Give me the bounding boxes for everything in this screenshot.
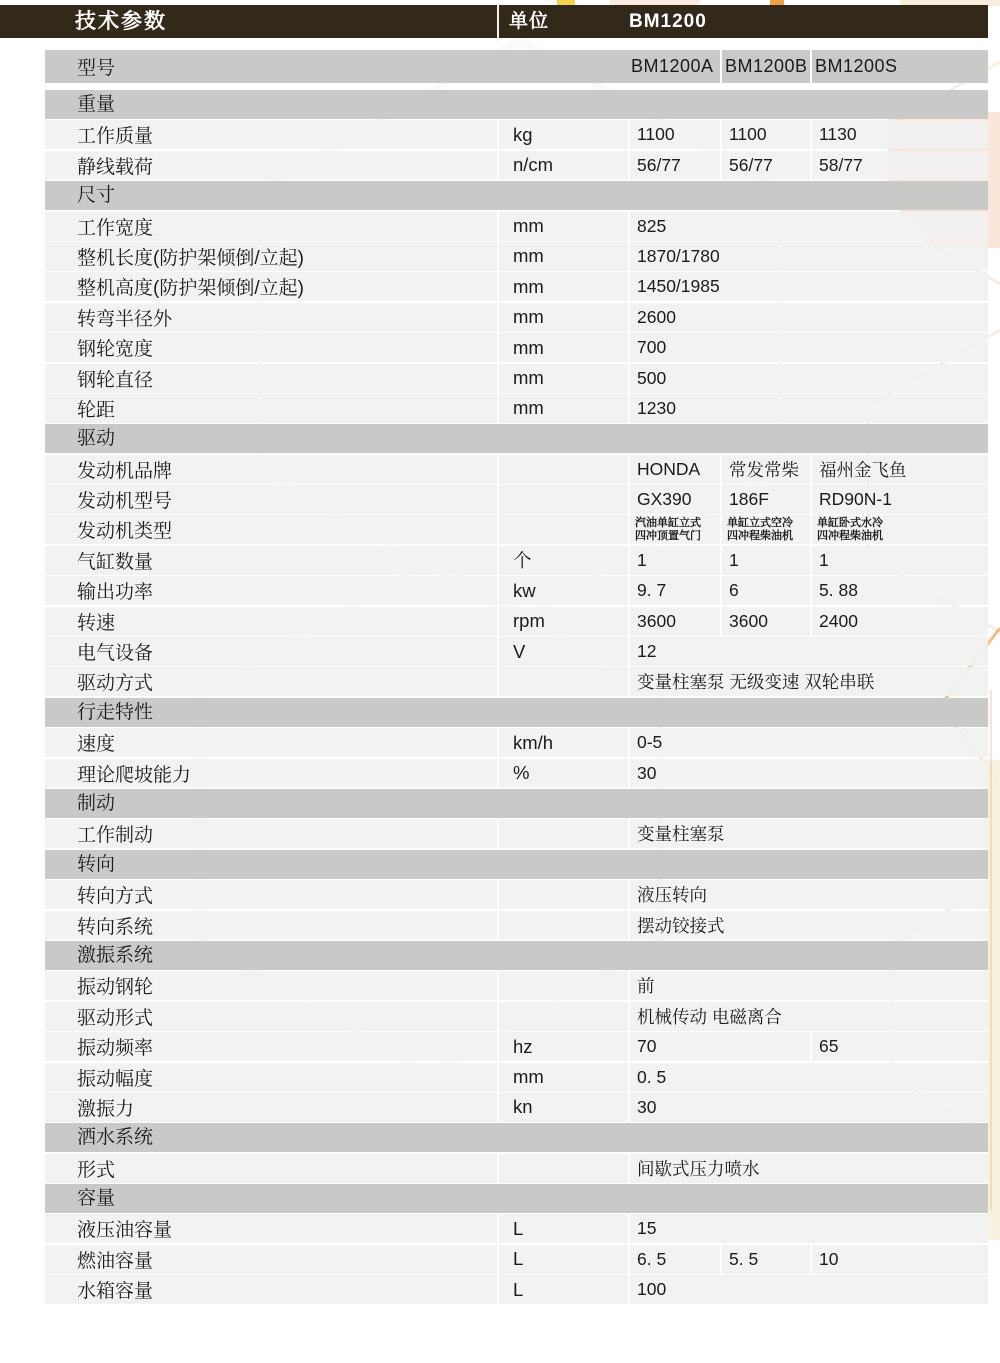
param-value: 100: [628, 1275, 988, 1304]
param-unit: km/h: [497, 728, 628, 757]
param-value-line: 四冲程柴油机: [727, 529, 793, 542]
header-divider: [497, 5, 499, 38]
header-title: 技术参数: [75, 10, 167, 33]
param-unit: [497, 1154, 628, 1183]
param-unit: 个: [497, 546, 628, 575]
spec-row: [45, 333, 988, 362]
param-name: 振动钢轮: [77, 977, 154, 999]
param-name: 输出功率: [77, 582, 154, 604]
param-value: 30: [628, 1093, 988, 1122]
param-value: 15: [628, 1214, 988, 1243]
spec-row: [45, 151, 988, 180]
model-row: [45, 50, 988, 83]
param-value: 液压转向: [628, 880, 988, 909]
param-name: 水箱容量: [77, 1281, 154, 1303]
param-value: 70: [628, 1032, 810, 1061]
model-label: 型号: [77, 58, 116, 79]
param-value: 1100: [628, 120, 720, 149]
param-unit: kn: [497, 1093, 628, 1122]
param-unit: [497, 911, 628, 940]
section-header: [45, 941, 988, 970]
param-unit: [497, 1002, 628, 1031]
section-header: [45, 789, 988, 818]
param-unit: V: [497, 637, 628, 666]
param-value: 3600: [628, 607, 720, 636]
param-name: 振动频率: [77, 1038, 154, 1060]
param-value: 6. 5: [628, 1245, 720, 1274]
param-unit: [497, 667, 628, 696]
section-header: [45, 1184, 988, 1213]
spec-row: [45, 1275, 988, 1304]
spec-row: [45, 1032, 988, 1061]
param-value: 12: [628, 637, 988, 666]
param-unit: mm: [497, 364, 628, 393]
param-value: 3600: [720, 607, 810, 636]
param-unit: kg: [497, 120, 628, 149]
param-value: 1450/1985: [628, 272, 988, 301]
param-name: 振动幅度: [77, 1068, 154, 1090]
param-value: 2400: [810, 607, 988, 636]
spec-row: [45, 1093, 988, 1122]
section-title: 激振系统: [77, 944, 154, 966]
param-unit: rpm: [497, 607, 628, 636]
param-value-line: 汽油单缸立式: [635, 517, 701, 530]
section-title: 尺寸: [77, 185, 116, 207]
spec-table: [45, 50, 988, 1306]
param-value-small: [720, 515, 810, 544]
param-name: 转向系统: [77, 916, 154, 938]
param-value: 间歇式压力喷水: [628, 1154, 988, 1183]
param-name: 发动机品牌: [77, 460, 173, 482]
spec-row: [45, 120, 988, 149]
param-value: 变量柱塞泵 无级变速 双轮串联: [628, 667, 988, 696]
param-unit: kw: [497, 576, 628, 605]
param-unit: [497, 819, 628, 848]
param-value-line: 四冲程柴油机: [817, 529, 883, 542]
param-value: 30: [628, 759, 988, 788]
section-title: 重量: [77, 94, 116, 115]
param-name: 激振力: [77, 1098, 135, 1120]
section-header: [45, 181, 988, 210]
param-name: 静线载荷: [77, 156, 154, 178]
param-name: 液压油容量: [77, 1220, 173, 1242]
model-value: BM1200A: [631, 56, 714, 76]
param-value: 10: [810, 1245, 988, 1274]
param-value: 1870/1780: [628, 242, 988, 271]
param-value: 700: [628, 333, 988, 362]
param-value: GX390: [628, 485, 720, 514]
param-name: 燃油容量: [77, 1250, 154, 1272]
param-value-line: 单缸立式空冷: [727, 517, 793, 530]
spec-row: [45, 455, 988, 484]
section-title: 驱动: [77, 428, 116, 450]
param-unit: %: [497, 759, 628, 788]
param-value: 福州金飞鱼: [810, 455, 988, 484]
param-name: 形式: [77, 1159, 116, 1181]
param-value: 1: [628, 546, 720, 575]
param-value: 58/77: [810, 151, 988, 180]
param-value: 65: [810, 1032, 988, 1061]
param-value: 2600: [628, 303, 988, 332]
param-name: 转弯半径外: [77, 308, 173, 330]
spec-row: [45, 880, 988, 909]
section-title: 行走特性: [77, 701, 154, 723]
spec-row: [45, 485, 988, 514]
section-header: [45, 1123, 988, 1152]
spec-row: [45, 546, 988, 575]
param-unit: [497, 455, 628, 484]
spec-row: [45, 759, 988, 788]
model-value: BM1200B: [720, 50, 810, 83]
spec-row: [45, 911, 988, 940]
param-name: 发动机型号: [77, 491, 173, 513]
param-value-line: 单缸卧式水冷: [817, 517, 883, 530]
param-unit: [497, 880, 628, 909]
param-name: 理论爬坡能力: [77, 764, 192, 786]
param-value: 1: [720, 546, 810, 575]
param-name: 速度: [77, 734, 116, 756]
section-title: 制动: [77, 792, 116, 814]
param-value-small: [628, 515, 720, 544]
param-name: 整机长度(防护架倾倒/立起): [77, 247, 304, 269]
spec-row: [45, 364, 988, 393]
param-name: 驱动形式: [77, 1007, 154, 1029]
header-bar: [0, 5, 988, 38]
param-value: 186F: [720, 485, 810, 514]
param-name: 转速: [77, 612, 116, 634]
spec-row: [45, 272, 988, 301]
param-name: 气缸数量: [77, 551, 154, 573]
section-header: [45, 90, 988, 119]
param-name: 工作制动: [77, 825, 154, 847]
param-value: 1230: [628, 394, 988, 423]
param-name: 电气设备: [77, 643, 154, 665]
param-value: 0-5: [628, 728, 988, 757]
param-value: 825: [628, 212, 988, 241]
param-unit: mm: [497, 303, 628, 332]
section-title: 容量: [77, 1188, 116, 1210]
spec-row: [45, 1063, 988, 1092]
spec-row: [45, 607, 988, 636]
param-name: 钢轮宽度: [77, 339, 154, 361]
param-unit: [497, 515, 628, 544]
param-value: 变量柱塞泵: [628, 819, 988, 848]
param-unit: mm: [497, 212, 628, 241]
param-value: 摆动铰接式: [628, 911, 988, 940]
param-unit: L: [497, 1214, 628, 1243]
param-name: 轮距: [77, 399, 116, 421]
section-header: [45, 424, 988, 453]
param-value: 56/77: [628, 151, 720, 180]
spec-row: [45, 971, 988, 1000]
param-name: 工作宽度: [77, 217, 154, 239]
spec-row: [45, 515, 988, 544]
spec-row: [45, 303, 988, 332]
header-model-group: BM1200: [629, 11, 707, 32]
param-value: 前: [628, 971, 988, 1000]
spec-row: [45, 819, 988, 848]
param-unit: mm: [497, 242, 628, 271]
param-unit: mm: [497, 1063, 628, 1092]
spec-row: [45, 1214, 988, 1243]
param-value: 5. 5: [720, 1245, 810, 1274]
param-unit: mm: [497, 333, 628, 362]
param-name: 转向方式: [77, 886, 154, 908]
param-value: HONDA: [628, 455, 720, 484]
param-unit: n/cm: [497, 151, 628, 180]
param-name: 发动机类型: [77, 521, 173, 543]
param-unit: [497, 485, 628, 514]
spec-row: [45, 667, 988, 696]
param-unit: mm: [497, 272, 628, 301]
spec-row: [45, 1002, 988, 1031]
spec-row: [45, 394, 988, 423]
param-name: 钢轮直径: [77, 369, 154, 391]
section-header: [45, 698, 988, 727]
section-title: 洒水系统: [77, 1127, 154, 1149]
param-value: 1130: [810, 120, 988, 149]
spec-row: [45, 728, 988, 757]
param-name: 整机高度(防护架倾倒/立起): [77, 278, 304, 300]
spec-row: [45, 637, 988, 666]
spec-row: [45, 242, 988, 271]
param-value: 机械传动 电磁离合: [628, 1002, 988, 1031]
param-unit: [497, 971, 628, 1000]
param-value: 1100: [720, 120, 810, 149]
param-value: 9. 7: [628, 576, 720, 605]
param-name: 工作质量: [77, 126, 154, 148]
model-value: BM1200S: [810, 50, 988, 83]
spec-row: [45, 1154, 988, 1183]
param-value: 500: [628, 364, 988, 393]
spec-sections: [45, 90, 988, 1304]
spec-row: [45, 576, 988, 605]
param-value: 5. 88: [810, 576, 988, 605]
spec-row: [45, 1245, 988, 1274]
param-unit: L: [497, 1275, 628, 1304]
param-name: 驱动方式: [77, 673, 154, 695]
section-title: 转向: [77, 853, 116, 875]
param-value-line: 四冲顶置气门: [635, 529, 701, 542]
param-value: RD90N-1: [810, 485, 988, 514]
header-unit-label: 单位: [509, 11, 550, 32]
param-value-small: [810, 515, 988, 544]
section-header: [45, 850, 988, 879]
param-unit: L: [497, 1245, 628, 1274]
param-value: 1: [810, 546, 988, 575]
param-unit: mm: [497, 394, 628, 423]
param-unit: hz: [497, 1032, 628, 1061]
param-value: 常发常柴: [720, 455, 810, 484]
param-value: 6: [720, 576, 810, 605]
param-value: 0. 5: [628, 1063, 988, 1092]
param-value: 56/77: [720, 151, 810, 180]
spec-row: [45, 212, 988, 241]
